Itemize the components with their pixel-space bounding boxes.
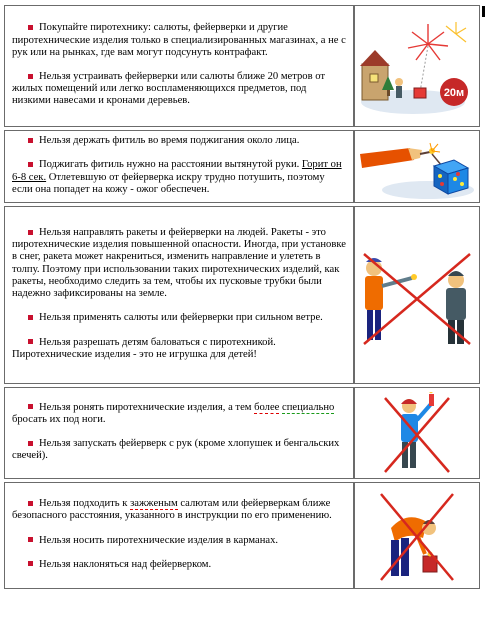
illustration-cell — [354, 387, 480, 479]
bullet-icon — [28, 537, 33, 542]
lighting-fuse-illustration — [358, 134, 476, 200]
rule-item: Нельзя применять салюты или фейерверки при сильном ветре. — [12, 312, 347, 324]
rule-item: Нельзя направлять ракеты и фейерверки на людей. Ракеты - это пиротехнические изделия повышенной опасности. Иногда, при установке в снег, ракета может накрениться, изменить направление и улететь в толпу. Поэтому при использовании таких пиротехнических изделий, как ракеты, необходимо следить за тем, чтобы их пусковые трубки были надежно зафиксированы на земле. — [12, 227, 346, 300]
rule-item: Нельзя носить пиротехнические изделия в карманах. — [12, 535, 347, 547]
bullet-icon — [28, 74, 33, 79]
illustration-cell — [354, 206, 480, 384]
safety-rules-table — [4, 2, 480, 592]
bullet-icon — [28, 441, 33, 446]
rule-text-cell — [4, 482, 354, 589]
rule-item: Нельзя устраивать фейерверки или салюты ближе 20 метров от жилых помещений или легко воспламеняющихся предметов, под низкими навесами и кронами деревьев. — [12, 71, 326, 107]
bullet-icon — [28, 561, 33, 566]
bullet-icon — [28, 501, 33, 506]
rule-text-cell — [4, 387, 354, 479]
rule-item: Нельзя ронять пиротехнические изделия, а тем более специально бросать их под ноги. — [12, 401, 335, 425]
bullet-icon — [28, 138, 33, 143]
rule-text-cell — [4, 206, 354, 384]
rule-row-dropping — [4, 387, 480, 479]
rule-item: Нельзя разрешать детям баловаться с пиротехникой. Пиротехнические изделия - это не игрушка для детей! — [12, 336, 276, 360]
distance-sign-label: 20м — [443, 87, 465, 99]
bullet-icon — [28, 404, 33, 409]
rule-row-rockets — [4, 206, 480, 384]
aiming-at-people-illustration — [356, 240, 478, 350]
rule-row-lit-fireworks — [4, 482, 480, 589]
rule-row-fuse — [4, 130, 480, 203]
rule-item: Нельзя запускать фейерверк с рук (кроме хлопушек и бенгальских свечей). — [12, 438, 340, 462]
firework-in-hand-illustration — [379, 392, 455, 474]
rule-item: Нельзя наклоняться над фейерверком. — [12, 559, 347, 571]
rule-item: Покупайте пиротехнику: салюты, фейерверки и другие пиротехнические изделия только в специализированных магазинах, а не с рук или на рынках, где вам могут подсунуть контрафакт. — [12, 22, 346, 58]
bullet-icon — [28, 339, 33, 344]
rule-item: Нельзя держать фитиль во время поджигания около лица. — [12, 135, 347, 147]
illustration-cell — [354, 482, 480, 589]
leaning-over-firework-illustration — [377, 488, 457, 584]
bullet-icon — [28, 315, 33, 320]
rule-text-cell — [4, 5, 354, 127]
bullet-icon — [28, 162, 33, 167]
illustration-cell — [354, 130, 480, 203]
bullet-icon — [28, 230, 33, 235]
page-edge-mark — [482, 6, 485, 17]
rule-item: Поджигать фитиль нужно на расстоянии вытянутой руки. Горит он 6-8 сек. Отлетевшую от фейерверка искру трудно потушить, поэтому если она попадет на кожу - ожог обеспечен. — [12, 159, 342, 195]
bullet-icon — [28, 25, 33, 30]
rule-text-cell — [4, 130, 354, 203]
firework-distance-illustration — [358, 16, 476, 116]
illustration-cell — [354, 5, 480, 127]
rule-row-purchase — [4, 5, 480, 127]
rule-item: Нельзя подходить к зажженым салютам или фейерверкам ближе безопасного расстояния, указанного в инструкции по его применению. — [12, 498, 332, 522]
